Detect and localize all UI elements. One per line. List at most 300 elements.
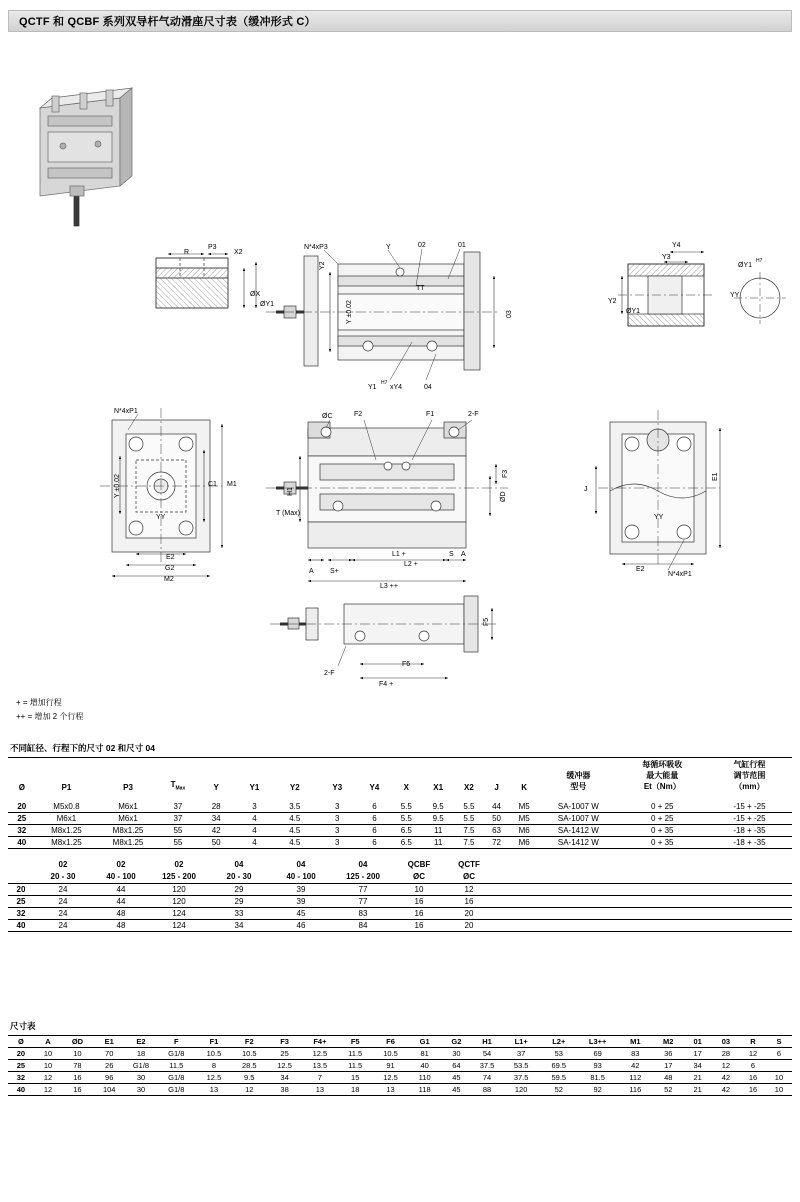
cell: 13 xyxy=(386,1085,395,1094)
cell: M8x1.25 xyxy=(51,838,82,847)
cell: 124 xyxy=(172,909,186,918)
cell: 42 xyxy=(721,1085,731,1094)
cell: 30 xyxy=(136,1085,146,1094)
cell: 78 xyxy=(73,1061,82,1070)
dim-label: N*4xP3 xyxy=(304,244,328,251)
cell: 96 xyxy=(105,1073,114,1082)
table-row xyxy=(8,813,792,825)
cell: 53.5 xyxy=(513,1061,529,1070)
cell: 3.5 xyxy=(289,802,301,811)
cell: M8x1.25 xyxy=(112,838,144,847)
dim-label: H7 xyxy=(756,258,763,264)
cell: 6.5 xyxy=(400,826,412,835)
cell: 0 + 35 xyxy=(651,838,674,847)
dimensions-table-1 xyxy=(8,757,792,849)
dim-label: Y2 xyxy=(608,298,617,305)
cell: 8 xyxy=(211,1061,217,1070)
dim-label: H1 xyxy=(287,487,294,496)
col-subheader: 125 - 200 xyxy=(162,872,196,881)
cell: 10 xyxy=(73,1049,82,1058)
cell: M6x1 xyxy=(118,802,138,811)
cell: 42 xyxy=(211,826,221,835)
cell: 0 + 35 xyxy=(651,826,674,835)
cell: 72 xyxy=(492,838,501,847)
table-header-row xyxy=(8,1036,792,1048)
col-subheader: ØC xyxy=(413,872,425,881)
dim-label: S+ xyxy=(330,568,339,575)
cell: 12.5 xyxy=(206,1073,222,1082)
col-header xyxy=(8,859,34,871)
page-title: QCTF 和 QCBF 系列双导杆气动滑座尺寸表（缓冲形式 C） xyxy=(19,16,316,28)
cell: 17 xyxy=(664,1061,673,1070)
cell: M6 xyxy=(518,838,530,847)
cell: M5 xyxy=(518,802,530,811)
col-header: 气缸行程 调节范围 （mm） xyxy=(733,760,766,791)
cell: 10 xyxy=(774,1085,784,1094)
col-header: E2 xyxy=(136,1037,146,1046)
cell: 6 xyxy=(776,1049,782,1058)
cell: 10.5 xyxy=(241,1049,257,1058)
cell: 50 xyxy=(492,814,501,823)
dim-label: X2 xyxy=(234,249,243,256)
table-header-row xyxy=(8,758,792,795)
dim-label: TT xyxy=(416,285,425,292)
col-header: Y4 xyxy=(369,783,380,792)
col-subheader xyxy=(8,871,34,884)
col-header: 缓冲器 型号 xyxy=(566,771,591,791)
cell: 53 xyxy=(554,1049,563,1058)
cell: 64 xyxy=(452,1061,461,1070)
dim-label: N*4xP1 xyxy=(114,408,138,415)
cell: 20 xyxy=(464,921,474,930)
cell: 6.5 xyxy=(400,838,412,847)
cell: 29 xyxy=(234,897,244,906)
dim-label: ØY1 xyxy=(260,301,275,308)
cell: 10.5 xyxy=(206,1049,222,1058)
cell: 44 xyxy=(116,885,126,894)
col-header: P1 xyxy=(61,783,72,792)
col-header: M2 xyxy=(663,1037,674,1046)
cell: 34 xyxy=(280,1073,289,1082)
cell: 124 xyxy=(172,921,186,930)
cell: 28.5 xyxy=(241,1061,257,1070)
page-root xyxy=(0,10,800,1202)
cell: 24 xyxy=(58,909,68,918)
cell: 46 xyxy=(296,921,306,930)
cell: 40 xyxy=(17,838,27,847)
cell: 42 xyxy=(631,1061,640,1070)
cell: 4 xyxy=(252,838,257,847)
cell: -15 + -25 xyxy=(733,814,766,823)
dim-label: M1 xyxy=(227,481,237,488)
cell: 48 xyxy=(116,909,126,918)
dim-label: Y4 xyxy=(672,242,681,249)
cell: 15 xyxy=(351,1073,360,1082)
cell: 55 xyxy=(173,826,183,835)
col-header: Y3 xyxy=(332,783,343,792)
cell: 50 xyxy=(211,838,221,847)
cell: -18 + -35 xyxy=(733,826,766,835)
dim-label: Y ±0.02 xyxy=(346,300,353,324)
cell: 52 xyxy=(664,1085,673,1094)
cell: 3 xyxy=(335,826,340,835)
col-header: 03 xyxy=(721,1037,731,1046)
cell xyxy=(766,1060,792,1072)
cell: 77 xyxy=(358,897,368,906)
table-row xyxy=(8,1048,792,1060)
col-header: E1 xyxy=(104,1037,114,1046)
cell: 93 xyxy=(593,1061,602,1070)
cell: 12 xyxy=(245,1085,254,1094)
col-subheader: 40 - 100 xyxy=(286,872,316,881)
col-header: Ø xyxy=(18,1037,24,1046)
cell: 0 + 25 xyxy=(651,802,674,811)
dim-label: L3 ++ xyxy=(380,583,398,590)
cell: 11 xyxy=(433,826,443,835)
cell: 45 xyxy=(452,1073,461,1082)
cell: 42 xyxy=(721,1073,731,1082)
cell: 63 xyxy=(492,826,501,835)
drawing-notes xyxy=(16,696,83,724)
dim-label: Y ±0.02 xyxy=(114,474,121,498)
cell: 34 xyxy=(234,921,244,930)
dim-label: A xyxy=(461,551,466,558)
col-header: QCBF xyxy=(407,860,431,869)
cell: 6 xyxy=(372,802,377,811)
dim-label: C1 xyxy=(208,481,217,488)
col-header: F xyxy=(173,1037,179,1046)
dim-label: Y1 xyxy=(368,384,377,391)
dim-label: N*4xP1 xyxy=(668,571,692,578)
table-row xyxy=(8,920,792,932)
cell: 0 + 25 xyxy=(651,814,674,823)
cell: 24 xyxy=(58,885,68,894)
cell: 13.5 xyxy=(312,1061,328,1070)
cell: 9.5 xyxy=(244,1073,255,1082)
dim-label: 2-F xyxy=(468,411,479,418)
cell: 120 xyxy=(514,1085,528,1094)
col-header: F5 xyxy=(350,1037,360,1046)
dim-label: F5 xyxy=(483,617,490,626)
col-subheader: 20 - 30 xyxy=(226,872,252,881)
cell: 40 xyxy=(420,1061,429,1070)
dim-label: S xyxy=(449,551,454,558)
cell: 11.5 xyxy=(348,1061,363,1070)
cell: 20 xyxy=(16,1049,26,1058)
cell: G1/8 xyxy=(168,1085,185,1094)
cell: 5.5 xyxy=(400,802,412,811)
col-header: QCTF xyxy=(458,860,480,869)
cell: 6 xyxy=(372,838,377,847)
cell: 11.5 xyxy=(348,1049,363,1058)
col-header: R xyxy=(750,1037,756,1046)
cell: G1/8 xyxy=(132,1061,150,1070)
cell: 120 xyxy=(172,897,186,906)
col-header: F2 xyxy=(244,1037,254,1046)
dim-label: 01 xyxy=(458,242,466,249)
cell: 32 xyxy=(16,1073,26,1082)
cell: 110 xyxy=(418,1073,431,1082)
cell: 20 xyxy=(16,885,26,894)
cell: 84 xyxy=(358,921,368,930)
col-header: 04 xyxy=(358,860,368,869)
col-subheader: 20 - 30 xyxy=(50,872,76,881)
dim-label: E2 xyxy=(636,566,645,573)
cell: 40 xyxy=(16,921,26,930)
col-header: G1 xyxy=(419,1037,430,1046)
cell: 12.5 xyxy=(383,1073,398,1082)
cell: 70 xyxy=(105,1049,114,1058)
cell: 25 xyxy=(16,897,26,906)
page-header xyxy=(8,10,792,32)
drawing-svg xyxy=(8,36,798,736)
col-subheader: 40 - 100 xyxy=(106,872,136,881)
table-row xyxy=(8,884,792,896)
cell: 12 xyxy=(721,1061,731,1070)
cell: 77 xyxy=(358,885,368,894)
cell: M6 xyxy=(518,826,530,835)
cell: 30 xyxy=(136,1073,146,1082)
cell: 52 xyxy=(554,1085,563,1094)
col-header: A xyxy=(45,1037,51,1046)
cell: 32 xyxy=(16,909,26,918)
cell: 44 xyxy=(492,802,501,811)
cell: 44 xyxy=(116,897,126,906)
cell: 5.5 xyxy=(463,802,475,811)
table-row xyxy=(8,1072,792,1084)
table1-title: 不同缸径、行程下的尺寸 02 和尺寸 04 xyxy=(10,743,155,753)
col-header: H1 xyxy=(482,1037,492,1046)
col-header: L3++ xyxy=(588,1037,607,1046)
cell: 5.5 xyxy=(463,814,475,823)
cell: 7 xyxy=(317,1073,322,1082)
cell: 104 xyxy=(102,1085,116,1094)
cell: 118 xyxy=(418,1085,431,1094)
col-header: 04 xyxy=(234,860,244,869)
cell: 6 xyxy=(372,814,377,823)
dim-label: M2 xyxy=(164,576,174,583)
cell: 16 xyxy=(748,1085,758,1094)
dim-label: P3 xyxy=(208,244,217,251)
cell: M8x1.25 xyxy=(51,826,82,835)
dim-label: Y2 xyxy=(319,261,326,270)
cell: M8x1.25 xyxy=(112,826,144,835)
cell: 18 xyxy=(136,1049,146,1058)
dim-label: A xyxy=(309,568,314,575)
cell: 3 xyxy=(252,802,257,811)
dim-label: F3 xyxy=(502,469,509,478)
dim-label: ØY1 xyxy=(626,308,641,315)
col-header: $T_{Max}$ xyxy=(170,780,186,792)
cell: 4 xyxy=(252,826,257,835)
col-header: X1 xyxy=(433,783,444,792)
col-header: 每循环吸收 最大能量 Et（Nm） xyxy=(642,760,683,791)
note-line: + = 增加行程 xyxy=(16,698,62,707)
cell: 45 xyxy=(452,1085,461,1094)
cell: 10 xyxy=(43,1049,53,1058)
col-header: P3 xyxy=(123,783,133,792)
col-header: 04 xyxy=(296,860,306,869)
cell: M6x1 xyxy=(56,814,77,823)
cell: 37.5 xyxy=(479,1061,495,1070)
cell: 10.5 xyxy=(383,1049,398,1058)
cell: 83 xyxy=(358,909,368,918)
cell: 33 xyxy=(234,909,244,918)
dim-label: ØY1 xyxy=(738,262,753,269)
dim-label: L1 + xyxy=(392,551,406,558)
dim-label: ØC xyxy=(322,413,333,420)
dim-label: YY xyxy=(730,292,740,299)
cell: 3 xyxy=(335,838,340,847)
dim-label: F2 xyxy=(354,411,363,418)
cell: 26 xyxy=(105,1061,114,1070)
cell: 54 xyxy=(482,1049,492,1058)
table3-title: 尺寸表 xyxy=(10,1021,36,1031)
cell: 12 xyxy=(43,1085,53,1094)
cell: 20 xyxy=(17,802,27,811)
dim-label: E1 xyxy=(712,472,719,481)
cell: 32 xyxy=(17,826,27,835)
table-row xyxy=(8,1060,792,1072)
cell: 10 xyxy=(43,1061,53,1070)
cell: 69.5 xyxy=(551,1061,567,1070)
col-header: F4+ xyxy=(313,1037,327,1046)
cell: 6 xyxy=(372,826,377,835)
cell: 4.5 xyxy=(289,838,301,847)
cell: 25 xyxy=(280,1049,289,1058)
cell: 112 xyxy=(629,1073,642,1082)
table-subheader-row xyxy=(8,871,792,884)
cell: 37.5 xyxy=(513,1073,529,1082)
cell: 3 xyxy=(335,802,340,811)
cell: 4 xyxy=(252,814,257,823)
cell: 6 xyxy=(750,1061,756,1070)
col-header: J xyxy=(494,783,499,792)
cell: 28 xyxy=(211,802,221,811)
dim-label: Y3 xyxy=(662,254,671,261)
cell: 4.5 xyxy=(289,826,301,835)
dim-label: R xyxy=(184,249,190,256)
cell: 16 xyxy=(414,909,424,918)
dim-label: H7 xyxy=(381,380,388,386)
dim-label: F4 + xyxy=(379,681,394,688)
cell: 9.5 xyxy=(432,814,444,823)
cell: 48 xyxy=(664,1073,673,1082)
dim-label: T (Max) xyxy=(276,510,300,517)
cell: 5.5 xyxy=(400,814,412,823)
cell: 83 xyxy=(631,1049,640,1058)
cell: 17 xyxy=(693,1049,702,1058)
dim-label: 02 xyxy=(418,242,426,249)
dim-label: E2 xyxy=(166,554,175,561)
cell: 55 xyxy=(173,838,183,847)
col-header: ØD xyxy=(71,1037,84,1046)
dim-label: 04 xyxy=(424,384,432,391)
note-line: ++ = 增加 2 个行程 xyxy=(16,712,84,721)
col-header: Y1 xyxy=(249,783,260,792)
cell: 28 xyxy=(721,1049,731,1058)
col-header: Ø xyxy=(18,783,25,792)
cell: 4.5 xyxy=(289,814,301,823)
cell: 20 xyxy=(464,909,474,918)
cell: 69 xyxy=(593,1049,602,1058)
table-row xyxy=(8,825,792,837)
cell: M5x0.8 xyxy=(53,802,80,811)
cell: M6x1 xyxy=(118,814,138,823)
cell: 3 xyxy=(335,814,340,823)
col-header: M1 xyxy=(630,1037,641,1046)
table-row xyxy=(8,837,792,849)
cell: 16 xyxy=(73,1085,82,1094)
table-row xyxy=(8,801,792,813)
cell: 13 xyxy=(315,1085,325,1094)
table-row xyxy=(8,908,792,920)
cell: -18 + -35 xyxy=(733,838,766,847)
cell: 81.5 xyxy=(590,1073,605,1082)
cell: 16 xyxy=(73,1073,82,1082)
dim-label: F1 xyxy=(426,411,435,418)
col-header: F6 xyxy=(386,1037,395,1046)
cell: 16 xyxy=(748,1073,758,1082)
col-header: F3 xyxy=(280,1037,289,1046)
cell: 91 xyxy=(386,1061,395,1070)
cell: 116 xyxy=(629,1085,642,1094)
dimensions-table-3 xyxy=(8,1035,792,1096)
cell: 45 xyxy=(296,909,306,918)
cell: 48 xyxy=(116,921,126,930)
col-header: L1+ xyxy=(514,1037,528,1046)
cell: 16 xyxy=(414,921,424,930)
cell: 16 xyxy=(414,897,424,906)
cell: 81 xyxy=(420,1049,429,1058)
table-row xyxy=(8,1084,792,1096)
dim-label: ØD xyxy=(500,491,507,502)
cell: 37 xyxy=(173,802,183,811)
cell: 11.5 xyxy=(169,1061,184,1070)
dim-label: J xyxy=(584,486,588,493)
col-header: S xyxy=(776,1037,782,1046)
cell: 12 xyxy=(748,1049,758,1058)
cell: 25 xyxy=(17,814,27,823)
cell: 18 xyxy=(351,1085,360,1094)
dim-label: YY xyxy=(156,514,166,521)
technical-drawing-area xyxy=(8,36,792,736)
dim-label: F6 xyxy=(402,661,411,668)
cell: 10 xyxy=(414,885,424,894)
cell: 88 xyxy=(482,1085,492,1094)
cell: 24 xyxy=(58,921,68,930)
cell: 25 xyxy=(16,1061,26,1070)
cell: 7.5 xyxy=(463,826,475,835)
cell: 21 xyxy=(693,1073,702,1082)
cell: 30 xyxy=(452,1049,461,1058)
cell: 16 xyxy=(464,897,474,906)
dimensions-table-2 xyxy=(8,859,792,932)
cell: G1/8 xyxy=(168,1073,185,1082)
cell: M5 xyxy=(518,814,530,823)
cell: 74 xyxy=(482,1073,492,1082)
col-subheader: ØC xyxy=(463,872,475,881)
cell: 29 xyxy=(234,885,244,894)
cell: 9.5 xyxy=(432,802,444,811)
cell: 37 xyxy=(173,814,183,823)
cell: 39 xyxy=(296,885,306,894)
cell: SA-1007 W xyxy=(557,802,599,811)
cell: 12.5 xyxy=(312,1049,328,1058)
col-header: Y2 xyxy=(289,783,300,792)
cell: 120 xyxy=(172,885,186,894)
cell: 12 xyxy=(43,1073,53,1082)
